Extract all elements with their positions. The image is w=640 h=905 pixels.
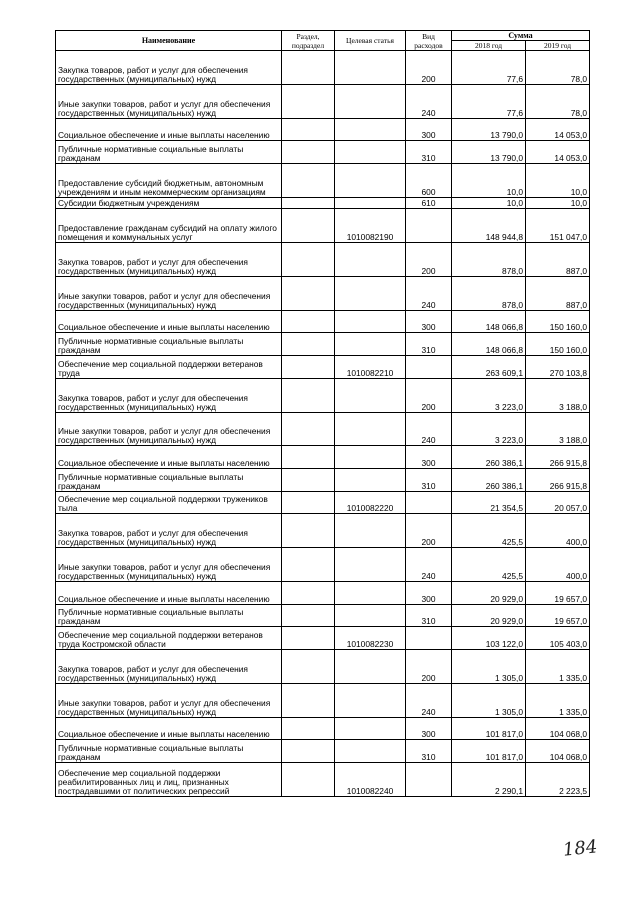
row-sum-2019: 150 160,0 <box>526 310 590 333</box>
row-sum-2018: 2 290,1 <box>452 762 526 796</box>
row-target <box>335 649 406 683</box>
row-type: 240 <box>406 84 452 118</box>
row-sum-2018: 425,5 <box>452 548 526 582</box>
row-sum-2019: 3 188,0 <box>526 378 590 412</box>
row-target <box>335 163 406 197</box>
row-sum-2019: 150 160,0 <box>526 333 590 356</box>
row-sum-2019: 20 057,0 <box>526 491 590 514</box>
table-row <box>56 141 590 164</box>
row-sum-2018: 3 223,0 <box>452 378 526 412</box>
table-row <box>56 412 590 446</box>
row-type: 310 <box>406 740 452 763</box>
row-sum-2018: 20 929,0 <box>452 604 526 627</box>
row-sum-2019: 19 657,0 <box>526 604 590 627</box>
table-row <box>56 310 590 333</box>
row-sum-2019: 1 335,0 <box>526 683 590 717</box>
header-year-2019: 2019 год <box>526 41 590 51</box>
row-section <box>282 627 335 650</box>
row-name: Закупка товаров, работ и услуг для обеспечения государственных (муниципальных) нужд <box>56 649 282 683</box>
row-sum-2019: 1 335,0 <box>526 649 590 683</box>
row-target <box>335 581 406 604</box>
row-sum-2019: 887,0 <box>526 276 590 310</box>
header-name: Наименование <box>56 31 282 51</box>
row-sum-2019: 104 068,0 <box>526 740 590 763</box>
row-type <box>406 209 452 243</box>
row-sum-2019: 78,0 <box>526 84 590 118</box>
row-name: Социальное обеспечение и иные выплаты населению <box>56 310 282 333</box>
row-sum-2018: 260 386,1 <box>452 446 526 469</box>
row-target: 1010082220 <box>335 491 406 514</box>
row-name: Публичные нормативные социальные выплаты гражданам <box>56 468 282 491</box>
row-type: 300 <box>406 717 452 740</box>
table-row <box>56 581 590 604</box>
row-sum-2018: 77,6 <box>452 51 526 85</box>
table-row <box>56 762 590 796</box>
row-target <box>335 197 406 208</box>
row-section <box>282 468 335 491</box>
row-sum-2019: 78,0 <box>526 51 590 85</box>
row-name: Публичные нормативные социальные выплаты гражданам <box>56 141 282 164</box>
header-section: Раздел, подраздел <box>282 31 335 51</box>
row-sum-2019: 400,0 <box>526 514 590 548</box>
table-row <box>56 717 590 740</box>
row-sum-2018: 103 122,0 <box>452 627 526 650</box>
row-target <box>335 333 406 356</box>
table-row <box>56 468 590 491</box>
row-type: 300 <box>406 310 452 333</box>
row-target <box>335 717 406 740</box>
row-sum-2018: 1 305,0 <box>452 683 526 717</box>
row-section <box>282 378 335 412</box>
row-section <box>282 356 335 379</box>
row-type: 240 <box>406 276 452 310</box>
row-name: Иные закупки товаров, работ и услуг для обеспечения государственных (муниципальных) нужд <box>56 683 282 717</box>
row-section <box>282 310 335 333</box>
row-target <box>335 740 406 763</box>
row-section <box>282 209 335 243</box>
row-name: Публичные нормативные социальные выплаты гражданам <box>56 740 282 763</box>
row-section <box>282 514 335 548</box>
row-type: 240 <box>406 683 452 717</box>
row-name: Закупка товаров, работ и услуг для обеспечения государственных (муниципальных) нужд <box>56 51 282 85</box>
row-target <box>335 468 406 491</box>
row-name: Иные закупки товаров, работ и услуг для обеспечения государственных (муниципальных) нужд <box>56 84 282 118</box>
row-sum-2019: 270 103,8 <box>526 356 590 379</box>
row-target: 1010082190 <box>335 209 406 243</box>
table-row <box>56 548 590 582</box>
row-type: 300 <box>406 581 452 604</box>
table-row <box>56 197 590 208</box>
row-sum-2018: 148 066,8 <box>452 333 526 356</box>
row-name: Обеспечение мер социальной поддержки тружеников тыла <box>56 491 282 514</box>
row-sum-2019: 10,0 <box>526 197 590 208</box>
row-type: 610 <box>406 197 452 208</box>
row-section <box>282 740 335 763</box>
row-sum-2018: 77,6 <box>452 84 526 118</box>
row-sum-2018: 10,0 <box>452 163 526 197</box>
table-row <box>56 276 590 310</box>
row-target <box>335 118 406 141</box>
row-name: Предоставление гражданам субсидий на оплату жилого помещения и коммунальных услуг <box>56 209 282 243</box>
row-sum-2019: 2 223,5 <box>526 762 590 796</box>
row-target: 1010082230 <box>335 627 406 650</box>
row-target <box>335 446 406 469</box>
row-section <box>282 762 335 796</box>
row-target <box>335 412 406 446</box>
row-sum-2019: 266 915,8 <box>526 468 590 491</box>
table-row <box>56 118 590 141</box>
row-section <box>282 118 335 141</box>
table-row <box>56 356 590 379</box>
table-row <box>56 683 590 717</box>
row-section <box>282 649 335 683</box>
row-sum-2018: 101 817,0 <box>452 740 526 763</box>
row-name: Иные закупки товаров, работ и услуг для обеспечения государственных (муниципальных) нужд <box>56 548 282 582</box>
table-row <box>56 649 590 683</box>
row-sum-2019: 3 188,0 <box>526 412 590 446</box>
row-target <box>335 514 406 548</box>
row-sum-2018: 260 386,1 <box>452 468 526 491</box>
row-type <box>406 491 452 514</box>
row-type: 240 <box>406 412 452 446</box>
row-sum-2018: 21 354,5 <box>452 491 526 514</box>
header-year-2018: 2018 год <box>452 41 526 51</box>
header-target: Целевая статья <box>335 31 406 51</box>
row-sum-2018: 20 929,0 <box>452 581 526 604</box>
row-type: 310 <box>406 141 452 164</box>
row-section <box>282 84 335 118</box>
row-name: Социальное обеспечение и иные выплаты населению <box>56 118 282 141</box>
row-name: Обеспечение мер социальной поддержки ветеранов труда Костромской области <box>56 627 282 650</box>
row-sum-2019: 105 403,0 <box>526 627 590 650</box>
row-type: 310 <box>406 333 452 356</box>
row-target <box>335 378 406 412</box>
row-section <box>282 604 335 627</box>
table-row <box>56 84 590 118</box>
row-section <box>282 683 335 717</box>
row-section <box>282 412 335 446</box>
row-section <box>282 548 335 582</box>
row-sum-2018: 101 817,0 <box>452 717 526 740</box>
row-sum-2018: 148 944,8 <box>452 209 526 243</box>
row-target <box>335 310 406 333</box>
row-name: Закупка товаров, работ и услуг для обеспечения государственных (муниципальных) нужд <box>56 243 282 277</box>
row-name: Социальное обеспечение и иные выплаты населению <box>56 446 282 469</box>
row-target <box>335 548 406 582</box>
row-target <box>335 276 406 310</box>
budget-table <box>55 30 590 797</box>
row-target <box>335 683 406 717</box>
table-row <box>56 740 590 763</box>
table-row <box>56 604 590 627</box>
table-row <box>56 514 590 548</box>
row-sum-2019: 104 068,0 <box>526 717 590 740</box>
row-name: Публичные нормативные социальные выплаты гражданам <box>56 333 282 356</box>
row-type: 200 <box>406 243 452 277</box>
row-target: 1010082210 <box>335 356 406 379</box>
table-row <box>56 627 590 650</box>
row-name: Иные закупки товаров, работ и услуг для обеспечения государственных (муниципальных) нужд <box>56 412 282 446</box>
table-row <box>56 333 590 356</box>
row-name: Закупка товаров, работ и услуг для обеспечения государственных (муниципальных) нужд <box>56 514 282 548</box>
row-name: Социальное обеспечение и иные выплаты населению <box>56 581 282 604</box>
row-section <box>282 276 335 310</box>
row-sum-2018: 425,5 <box>452 514 526 548</box>
row-type: 200 <box>406 514 452 548</box>
row-name: Предоставление субсидий бюджетным, автономным учреждениям и иным некоммерческим организациям <box>56 163 282 197</box>
table-row <box>56 243 590 277</box>
row-name: Субсидии бюджетным учреждениям <box>56 197 282 208</box>
table-body <box>56 51 590 797</box>
table-row <box>56 378 590 412</box>
row-type <box>406 762 452 796</box>
row-target <box>335 141 406 164</box>
row-name: Публичные нормативные социальные выплаты гражданам <box>56 604 282 627</box>
row-section <box>282 581 335 604</box>
row-type: 300 <box>406 118 452 141</box>
row-sum-2018: 10,0 <box>452 197 526 208</box>
row-type: 200 <box>406 649 452 683</box>
row-section <box>282 446 335 469</box>
row-sum-2019: 14 053,0 <box>526 141 590 164</box>
row-section <box>282 717 335 740</box>
row-sum-2019: 14 053,0 <box>526 118 590 141</box>
header-sum: Сумма <box>452 31 590 41</box>
row-type <box>406 627 452 650</box>
row-type: 600 <box>406 163 452 197</box>
row-target <box>335 604 406 627</box>
row-name: Иные закупки товаров, работ и услуг для обеспечения государственных (муниципальных) нужд <box>56 276 282 310</box>
row-section <box>282 141 335 164</box>
row-type: 310 <box>406 604 452 627</box>
row-type: 240 <box>406 548 452 582</box>
row-sum-2018: 1 305,0 <box>452 649 526 683</box>
row-section <box>282 491 335 514</box>
row-sum-2018: 263 609,1 <box>452 356 526 379</box>
row-type: 310 <box>406 468 452 491</box>
row-name: Закупка товаров, работ и услуг для обеспечения государственных (муниципальных) нужд <box>56 378 282 412</box>
row-type: 200 <box>406 378 452 412</box>
row-type <box>406 356 452 379</box>
row-sum-2019: 10,0 <box>526 163 590 197</box>
row-type: 300 <box>406 446 452 469</box>
row-sum-2019: 266 915,8 <box>526 446 590 469</box>
row-sum-2019: 887,0 <box>526 243 590 277</box>
row-target <box>335 84 406 118</box>
row-sum-2018: 13 790,0 <box>452 141 526 164</box>
row-sum-2019: 151 047,0 <box>526 209 590 243</box>
row-name: Обеспечение мер социальной поддержки реабилитированных лиц и лиц, признанных пострадавшими от политических репрессий <box>56 762 282 796</box>
row-section <box>282 163 335 197</box>
table-row <box>56 51 590 85</box>
header-type: Вид расходов <box>406 31 452 51</box>
row-section <box>282 333 335 356</box>
row-sum-2018: 878,0 <box>452 276 526 310</box>
table-row <box>56 446 590 469</box>
row-target <box>335 243 406 277</box>
row-sum-2019: 400,0 <box>526 548 590 582</box>
page-number: 184 <box>561 836 599 861</box>
row-target <box>335 51 406 85</box>
table-row <box>56 491 590 514</box>
row-section <box>282 197 335 208</box>
row-sum-2018: 13 790,0 <box>452 118 526 141</box>
row-type: 200 <box>406 51 452 85</box>
row-sum-2018: 3 223,0 <box>452 412 526 446</box>
row-target: 1010082240 <box>335 762 406 796</box>
row-name: Обеспечение мер социальной поддержки ветеранов труда <box>56 356 282 379</box>
table-row <box>56 163 590 197</box>
row-section <box>282 243 335 277</box>
row-sum-2019: 19 657,0 <box>526 581 590 604</box>
row-section <box>282 51 335 85</box>
table-row <box>56 209 590 243</box>
row-sum-2018: 148 066,8 <box>452 310 526 333</box>
row-name: Социальное обеспечение и иные выплаты населению <box>56 717 282 740</box>
row-sum-2018: 878,0 <box>452 243 526 277</box>
